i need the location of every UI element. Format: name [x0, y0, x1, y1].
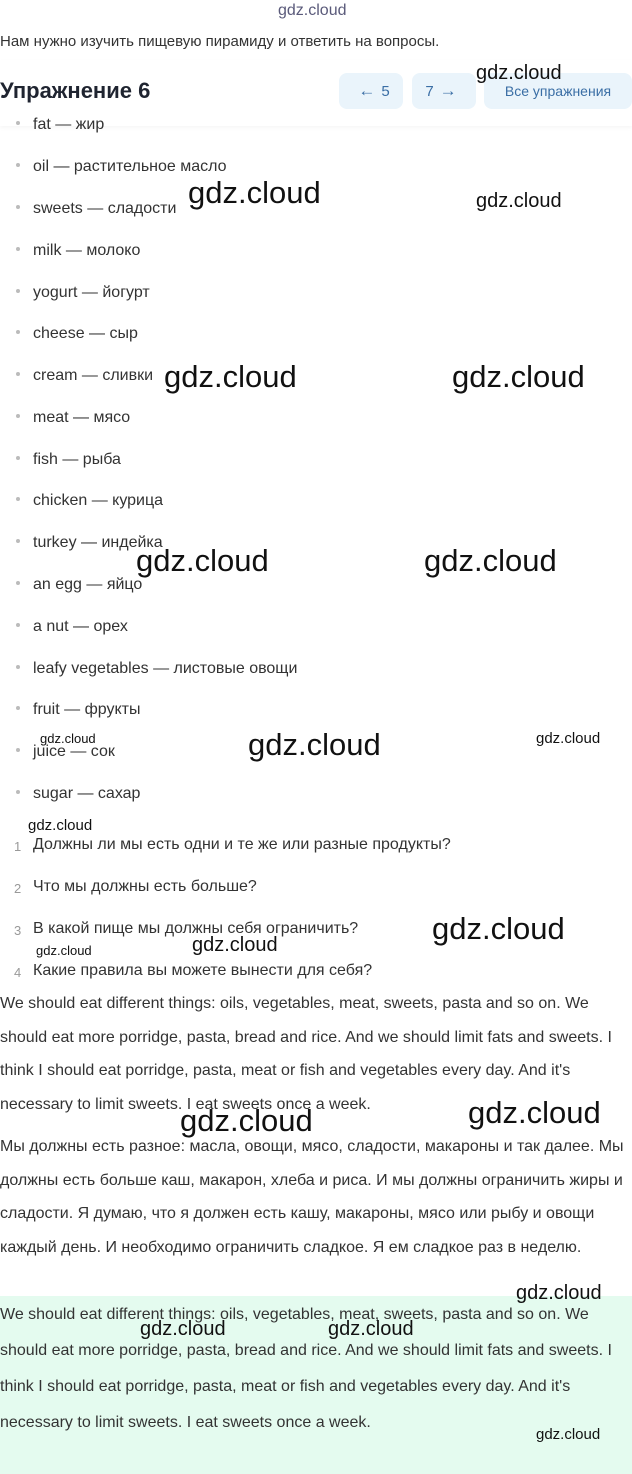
list-item-text: fish — рыба [33, 451, 121, 468]
intro-text: Нам нужно изучить пищевую пирамиду и ответить на вопросы. [0, 33, 440, 50]
bullet-icon [16, 497, 20, 501]
arrow-left-icon: ← [358, 81, 376, 100]
list-item [16, 576, 142, 594]
exercise-title: Упражнение 6 [0, 78, 151, 103]
watermark: gdz.cloud [536, 1426, 601, 1443]
bullet-icon [16, 247, 20, 251]
list-item-text: a nut — орех [33, 618, 128, 635]
list-item-text: an egg — яйцо [33, 576, 143, 593]
bullet-icon [16, 706, 20, 710]
question-number: 3 [14, 923, 22, 938]
list-item [16, 660, 297, 678]
list-item [16, 451, 121, 469]
question-number: 4 [14, 965, 22, 980]
list-item-text: chicken — курица [33, 492, 164, 509]
bullet-icon [16, 748, 20, 752]
list-item [16, 200, 176, 218]
bullet-icon [16, 623, 20, 627]
all-exercises-label: Все упражнения [504, 83, 612, 99]
list-item-text: sugar — сахар [33, 785, 141, 802]
list-item [16, 367, 153, 385]
list-item-text: turkey — индейка [33, 534, 163, 551]
question-text: Должны ли мы есть одни и те же или разные продукты? [33, 836, 451, 853]
list-item-text: cream — сливки [33, 367, 154, 384]
bullet-icon [16, 581, 20, 585]
list-item [16, 492, 163, 510]
arrow-right-icon: → [439, 81, 457, 100]
list-item-text: oil — растительное масло [33, 158, 227, 175]
bullet-icon [16, 163, 20, 167]
list-item-text: fat — жир [33, 116, 105, 133]
watermark: gdz.cloud [192, 934, 278, 956]
watermark: gdz.cloud [424, 543, 557, 578]
list-item [16, 242, 140, 260]
question-text: Какие правила вы можете вынести для себя? [33, 962, 373, 979]
list-item [16, 284, 150, 302]
answer-english-highlight: We should eat different things: oils, vegetables, meat, sweets, pasta and so on. We should eat more porridge, pasta, bread and rice. And we should limit fats and sweets. I think I should eat porridge, pasta, meat or fish and vegetables every day. And it's necessary to limit sweets. I eat sweets once a week. [0, 1306, 612, 1431]
watermark: gdz.cloud [516, 1282, 602, 1304]
watermark: gdz.cloud [180, 1103, 313, 1138]
list-item [16, 325, 138, 343]
watermark: gdz.cloud [432, 911, 565, 946]
watermark: gdz.cloud [248, 727, 381, 762]
watermark: gdz.cloud [136, 543, 269, 578]
bullet-icon [16, 456, 20, 460]
list-item [16, 158, 227, 176]
list-item [16, 409, 130, 427]
question-number: 2 [14, 881, 22, 896]
list-item-text: yogurt — йогурт [33, 284, 150, 301]
watermark: gdz.cloud [468, 1095, 601, 1130]
site-watermark-top: gdz.cloud [278, 2, 347, 19]
bullet-icon [16, 665, 20, 669]
list-item [16, 618, 128, 636]
watermark: gdz.cloud [164, 359, 297, 394]
list-item-text: milk — молоко [33, 242, 141, 259]
bullet-icon [16, 790, 20, 794]
bullet-icon [16, 414, 20, 418]
bullet-icon [16, 372, 20, 376]
watermark: gdz.cloud [536, 730, 601, 747]
watermark: gdz.cloud [40, 731, 96, 746]
bullet-icon [16, 539, 20, 543]
answer-english: We should eat different things: oils, vegetables, meat, sweets, pasta and so on. We should eat more porridge, pasta, bread and rice. And we should limit fats and sweets. I think I should eat porridge, pasta, meat or fish and vegetables every day. And it's necessary to limit sweets. I eat sweets once a week. [0, 995, 612, 1113]
bullet-icon [16, 330, 20, 334]
question-text: В какой пище мы должны себя ограничить? [33, 920, 359, 937]
question-text: Что мы должны есть больше? [33, 878, 257, 895]
list-item [16, 116, 104, 134]
prev-exercise-button[interactable] [339, 73, 403, 109]
list-item-text: sweets — сладости [33, 200, 177, 217]
watermark: gdz.cloud [476, 62, 562, 84]
watermark: gdz.cloud [452, 359, 585, 394]
watermark: gdz.cloud [328, 1318, 414, 1340]
list-item-text: leafy vegetables — листовые овощи [33, 660, 298, 677]
bullet-icon [16, 205, 20, 209]
watermark: gdz.cloud [476, 190, 562, 212]
next-exercise-label: 7 [425, 82, 434, 100]
list-item-text: juice — сок [33, 743, 115, 760]
list-item-text: fruit — фрукты [33, 701, 141, 718]
watermark: gdz.cloud [28, 817, 93, 834]
bullet-icon [16, 121, 20, 125]
next-exercise-button[interactable] [412, 73, 476, 109]
question-number: 1 [14, 839, 22, 854]
watermark: gdz.cloud [140, 1318, 226, 1340]
answer-russian: Мы должны есть разное: масла, овощи, мясо, сладости, макароны и так далее. Мы должны есть больше каш, макарон, хлеба и риса. И мы должны ограничить жиры и сладости. Я думаю, что я должен есть кашу, макароны, мясо или рыбу и овощи каждый день. И необходимо ограничить сладкое. Я ем сладкое раз в неделю. [0, 1138, 624, 1256]
bullet-icon [16, 289, 20, 293]
list-item [16, 785, 140, 803]
watermark: gdz.cloud [188, 175, 321, 210]
list-item-text: meat — мясо [33, 409, 131, 426]
watermark: gdz.cloud [36, 943, 92, 958]
list-item [16, 701, 140, 719]
prev-exercise-label: 5 [381, 82, 390, 100]
list-item-text: cheese — сыр [33, 325, 138, 342]
